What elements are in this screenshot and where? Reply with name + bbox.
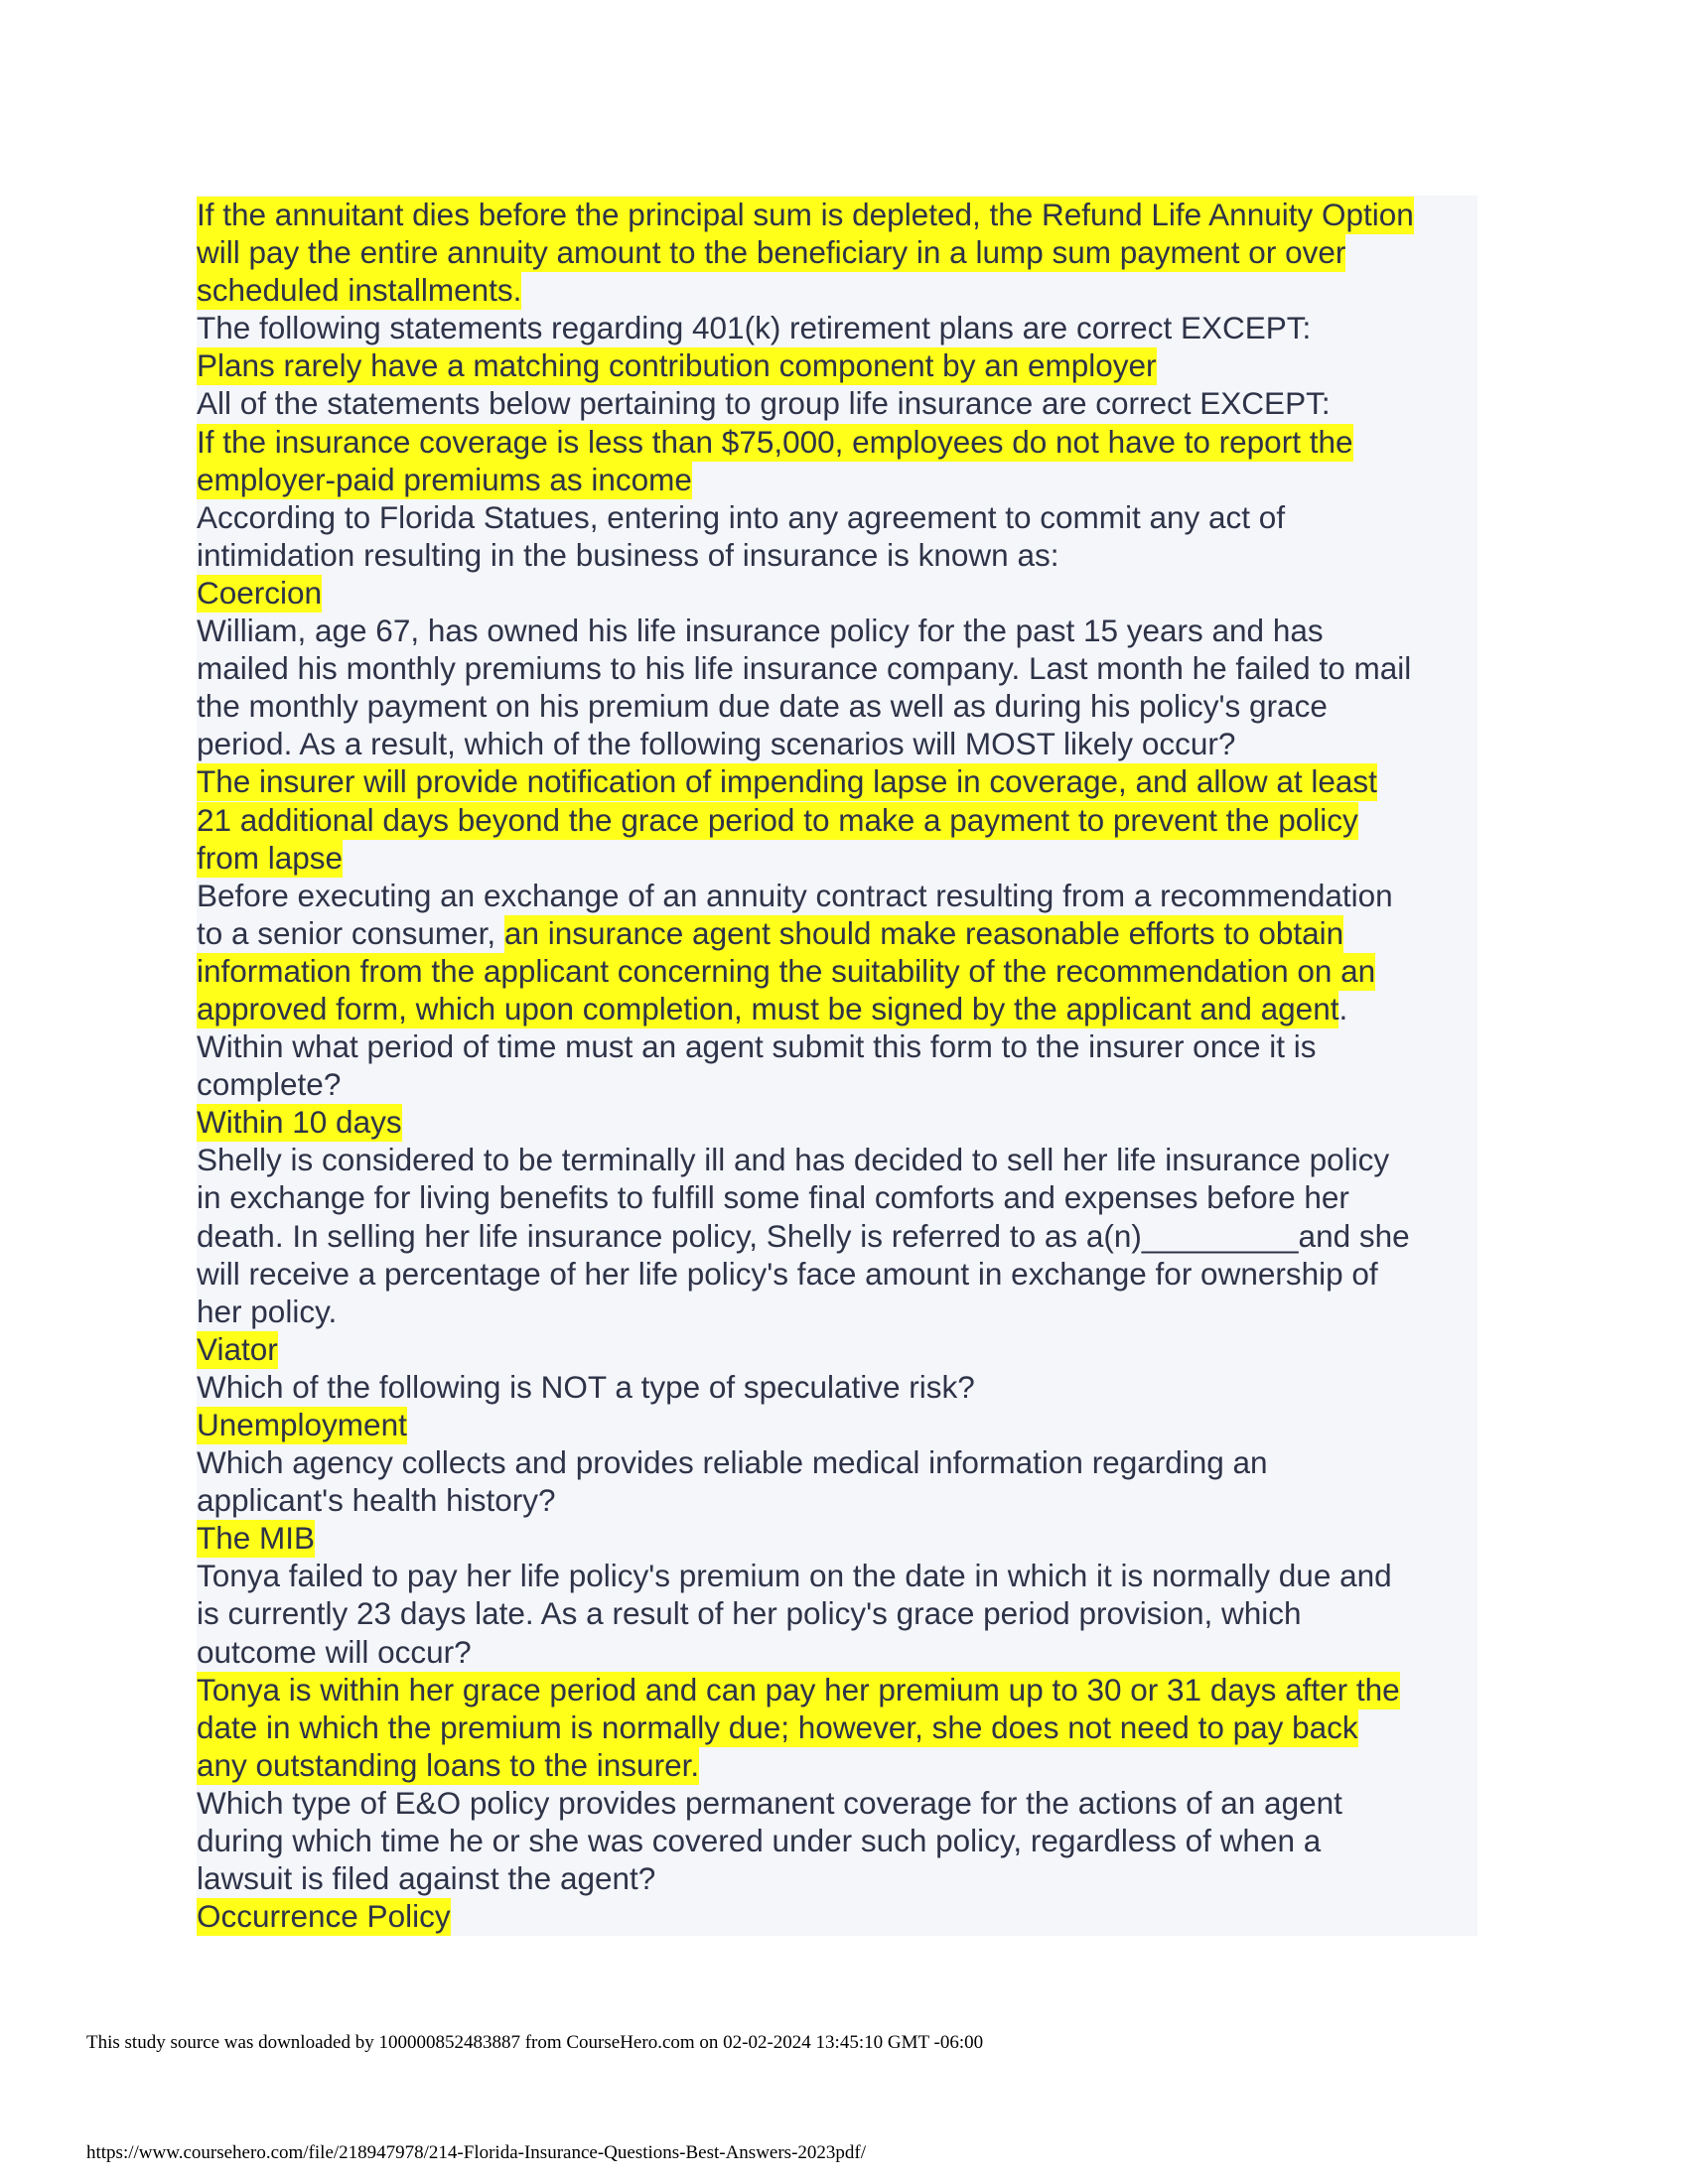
- question-text: All of the statements below pertaining to group life insurance are correct EXCEPT:: [197, 385, 1331, 422]
- text-line: [197, 1633, 1477, 1671]
- highlighted-answer-text: employer-paid premiums as income: [197, 461, 692, 497]
- text-line: [197, 1481, 1477, 1519]
- text-line: [197, 384, 1477, 422]
- highlighted-answer-text: If the insurance coverage is less than $75,000, employees do not have to report the: [197, 423, 1353, 460]
- question-text: .: [1338, 990, 1348, 1026]
- text-line: [197, 461, 1477, 498]
- question-text: will receive a percentage of her life policy's face amount in exchange for ownership of: [197, 1255, 1378, 1292]
- highlighted-answer-text: Viator: [197, 1330, 278, 1367]
- question-text: the monthly payment on his premium due date as well as during his policy's grace: [197, 688, 1328, 725]
- question-text: Which agency collects and provides reliable medical information regarding an: [197, 1444, 1268, 1481]
- text-line: [197, 1103, 1477, 1141]
- question-text: Within what period of time must an agent submit this form to the insurer once it is: [197, 1028, 1317, 1065]
- question-text: Shelly is considered to be terminally ill and has decided to sell her life insurance policy: [197, 1142, 1390, 1178]
- highlighted-answer-text: If the annuitant dies before the principal sum is depleted, the Refund Life Annuity Option: [197, 197, 1414, 232]
- text-line: [197, 914, 1477, 952]
- text-line: [197, 725, 1477, 762]
- text-line: [197, 1557, 1477, 1594]
- text-line: [197, 1443, 1477, 1481]
- text-line: [197, 1859, 1477, 1897]
- text-line: [197, 649, 1477, 687]
- text-line: [197, 687, 1477, 725]
- text-line: [197, 1708, 1477, 1746]
- question-text: applicant's health history?: [197, 1482, 556, 1519]
- question-text: complete?: [197, 1066, 342, 1103]
- highlighted-answer-text: 21 additional days beyond the grace period to make a payment to prevent the policy: [197, 801, 1358, 838]
- question-text: period. As a result, which of the following scenarios will MOST likely occur?: [197, 726, 1236, 762]
- text-line: [197, 1406, 1477, 1443]
- text-line: [197, 1746, 1477, 1784]
- text-line: [197, 1217, 1477, 1255]
- question-text: Which of the following is NOT a type of speculative risk?: [197, 1368, 975, 1405]
- text-line: [197, 1368, 1477, 1406]
- question-text: in exchange for living benefits to fulfill some final comforts and expenses before her: [197, 1179, 1349, 1216]
- highlighted-answer-text: Coercion: [197, 574, 323, 611]
- highlighted-answer-text: date in which the premium is normally due; however, she does not need to pay back: [197, 1708, 1358, 1745]
- text-line: [197, 877, 1477, 914]
- text-line: [197, 990, 1477, 1027]
- question-text: The following statements regarding 401(k) retirement plans are correct EXCEPT:: [197, 310, 1312, 346]
- highlighted-answer-text: an insurance agent should make reasonable efforts to obtain: [503, 914, 1344, 951]
- question-text: during which time he or she was covered under such policy, regardless of when a: [197, 1823, 1322, 1859]
- question-text: Before executing an exchange of an annuity contract resulting from a recommendation: [197, 877, 1393, 913]
- text-line: [197, 574, 1477, 612]
- question-text: is currently 23 days late. As a result of her policy's grace period provision, which: [197, 1595, 1302, 1632]
- question-text: death. In selling her life insurance policy, Shelly is referred to as a(n)_________and she: [197, 1217, 1410, 1254]
- text-line: [197, 1594, 1477, 1632]
- highlighted-answer-text: approved form, which upon completion, must be signed by the applicant and agent: [197, 990, 1339, 1026]
- text-line: [197, 233, 1477, 271]
- text-line: [197, 423, 1477, 461]
- text-line: [197, 801, 1477, 839]
- text-line: [197, 498, 1477, 536]
- document-body: [197, 196, 1477, 1936]
- question-text: lawsuit is filed against the agent?: [197, 1860, 656, 1897]
- highlighted-answer-text: information from the applicant concerning the suitability of the recommendation on an: [197, 952, 1376, 989]
- text-line: [197, 1141, 1477, 1178]
- text-line: [197, 1822, 1477, 1859]
- text-line: [197, 1293, 1477, 1330]
- text-line: [197, 839, 1477, 877]
- text-line: [197, 1065, 1477, 1103]
- highlighted-answer-text: Plans rarely have a matching contribution component by an employer: [197, 347, 1157, 384]
- question-text: mailed his monthly premiums to his life insurance company. Last month he failed to mail: [197, 650, 1412, 687]
- text-line: [197, 536, 1477, 574]
- text-line: [197, 1255, 1477, 1293]
- text-line: [197, 1671, 1477, 1708]
- question-text: outcome will occur?: [197, 1633, 472, 1670]
- highlighted-answer-text: Occurrence Policy: [197, 1898, 451, 1935]
- highlighted-answer-text: The MIB: [197, 1520, 316, 1557]
- highlighted-answer-text: will pay the entire annuity amount to the beneficiary in a lump sum payment or over: [197, 234, 1346, 271]
- text-line: [197, 1027, 1477, 1065]
- text-line: [197, 309, 1477, 346]
- text-line: [197, 1784, 1477, 1822]
- question-text: Which type of E&O policy provides permanent coverage for the actions of an agent: [197, 1784, 1342, 1821]
- source-url: https://www.coursehero.com/file/218947978/214-Florida-Insurance-Questions-Best-Answers-2023pdf/: [86, 2142, 867, 2163]
- download-source-note: This study source was downloaded by 100000852483887 from CourseHero.com on 02-02-2024 13:45:10 GMT -06:00: [86, 2032, 984, 2053]
- text-line: [197, 1519, 1477, 1557]
- text-line: [197, 271, 1477, 309]
- question-text: to a senior consumer,: [197, 914, 504, 951]
- text-line: [197, 1178, 1477, 1216]
- question-text: William, age 67, has owned his life insurance policy for the past 15 years and has: [197, 613, 1324, 649]
- text-line: [197, 1330, 1477, 1368]
- text-line: [197, 196, 1477, 233]
- text-line: [197, 346, 1477, 384]
- highlighted-answer-text: any outstanding loans to the insurer.: [197, 1746, 700, 1783]
- highlighted-answer-text: Tonya is within her grace period and can pay her premium up to 30 or 31 days after the: [197, 1671, 1400, 1707]
- highlighted-answer-text: from lapse: [197, 839, 344, 876]
- text-line: [197, 612, 1477, 649]
- highlighted-answer-text: scheduled installments.: [197, 272, 522, 309]
- highlighted-answer-text: Unemployment: [197, 1407, 407, 1442]
- text-line: [197, 1897, 1477, 1935]
- question-text: Tonya failed to pay her life policy's premium on the date in which it is normally due and: [197, 1558, 1392, 1594]
- question-text: intimidation resulting in the business of insurance is known as:: [197, 536, 1059, 573]
- question-text: According to Florida Statues, entering into any agreement to commit any act of: [197, 498, 1286, 535]
- question-text: her policy.: [197, 1293, 338, 1329]
- text-line: [197, 762, 1477, 800]
- text-line: [197, 952, 1477, 990]
- highlighted-answer-text: The insurer will provide notification of impending lapse in coverage, and allow at least: [197, 763, 1377, 800]
- highlighted-answer-text: Within 10 days: [197, 1104, 402, 1141]
